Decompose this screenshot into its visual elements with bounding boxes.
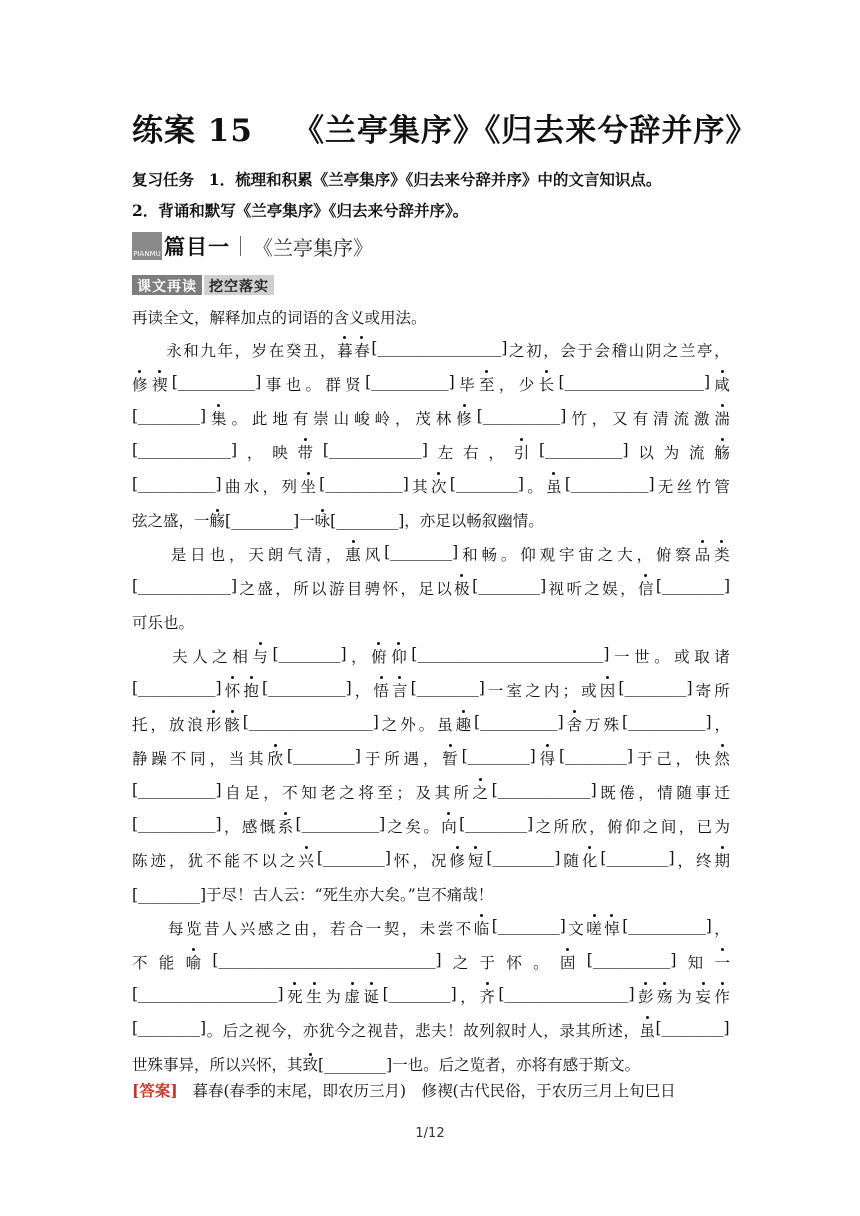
answer-blank[interactable]: [________] (618, 679, 693, 697)
emphasis-char: 得 (540, 747, 556, 769)
emphasis-char: 禊 (152, 373, 168, 395)
emphasis-char: 仰 (391, 645, 407, 667)
lesson-number: 练案 15 (132, 113, 253, 149)
answer-blank[interactable]: [__________] (171, 373, 262, 391)
answer-blank[interactable]: [________________] (242, 713, 379, 731)
emphasis-char: 虚 (344, 985, 360, 1007)
passage-line: 陈 迹 ， 犹 不 能 不 以 之 兴 [________] 怀 ， 况 修 短 [________] 随 化 [________] ， 终 期 (132, 849, 730, 870)
section-divider (240, 236, 241, 256)
answer-blank[interactable]: [__________] (539, 441, 629, 459)
answer-blank[interactable]: [__________] (476, 407, 567, 425)
emphasis-char: 骸 (224, 713, 240, 735)
section-title: 《兰亭集序》 (253, 235, 373, 260)
passage-line: [________] 。 后 之 视 今 ， 亦 犹 今 之 视 昔 ， 悲 夫 ！ 故 列 叙 时 人 ， 录 其 所 述 ， 虽 [________] (132, 1019, 730, 1040)
emphasis-char: 临 (474, 917, 490, 939)
emphasis-char: 虽 (546, 475, 562, 497)
answer-blank[interactable]: [________] (600, 849, 675, 867)
answer-blank[interactable]: [________] (272, 645, 347, 663)
emphasis-char: 怀 (225, 679, 241, 701)
passage-line: 修 禊 [__________] 事 也 。 群 贤 [__________] 毕 至 ， 少 长 [__________________] 咸 (132, 373, 730, 394)
answer-blank[interactable]: [________] (486, 849, 561, 867)
answer-blank[interactable]: [________________________] (411, 645, 610, 663)
answer-text: 暮春(春季的末尾，即农历三月) 修禊(古代民俗，于农历三月上旬巳日 (192, 1082, 676, 1100)
answer-blank[interactable]: [________] (382, 985, 457, 1003)
emphasis-char: 暮 (337, 339, 353, 361)
emphasis-char: 欣 (268, 747, 284, 769)
answer-blank[interactable]: [________] (655, 577, 730, 595)
emphasis-char: 向 (441, 815, 457, 837)
emphasis-char: 暂 (442, 747, 458, 769)
answer-blank[interactable]: [__________] (474, 713, 564, 731)
emphasis-char: 集 (211, 407, 227, 429)
emphasis-char: 因 (600, 679, 616, 701)
emphasis-char: 咏 (314, 512, 331, 530)
emphasis-char: 类 (714, 543, 730, 565)
emphasis-char: 作 (714, 985, 730, 1007)
answer-blank[interactable]: [________________] (498, 985, 635, 1003)
passage-line: [__________] 怀 抱 [__________] ， 悟 言 [________] 一 室 之 内 ； 或 因 [________] 寄 所 (132, 679, 730, 700)
passage-line: [__________] 自 足 ， 不 知 老 之 将 至 ； 及 其 所 之 [____________] 既 倦 ， 情 随 事 迁 (132, 781, 730, 802)
passage-line: [__________________] 死 生 为 虚 诞 [________] ， 齐 [________________] 彭 殇 为 妄 作 (132, 985, 730, 1006)
answer-blank[interactable]: [________________] (371, 339, 508, 357)
emphasis-char: 次 (431, 475, 447, 497)
passage-line: 永 和 九 年 ， 岁 在 癸 丑 ， 暮 春 [________________] 之 初 ， 会 于 会 稽 山 阴 之 兰 亭 ， (166, 339, 730, 360)
emphasis-char: 与 (252, 645, 268, 667)
answer-blank[interactable]: [____________] (322, 441, 428, 459)
answer-blank[interactable]: [________] (132, 1019, 207, 1037)
passage-line: 每 览 昔 人 兴 感 之 由 ， 若 合 一 契 ， 未 尝 不 临 [________] 文 嗟 悼 [__________] ， (167, 917, 730, 938)
passage-line: 夫 人 之 相 与 [________] ， 俯 仰 [________________________] 一 世 。 或 取 诸 (172, 645, 730, 666)
emphasis-char: 咸 (714, 373, 730, 395)
emphasis-char: 诞 (363, 985, 379, 1007)
instruction: 再读全文，解释加点的词语的含义或用法。 (132, 309, 427, 327)
emphasis-char: 嗟 (586, 917, 602, 939)
emphasis-char: 悼 (604, 917, 620, 939)
emphasis-char: 俯 (371, 645, 387, 667)
answer-blank[interactable]: [__________] (365, 373, 455, 391)
answer-blank[interactable]: [____________] (491, 781, 597, 799)
answer-blank[interactable]: [________] (472, 577, 547, 595)
answer-blank[interactable]: [________] (491, 917, 566, 935)
emphasis-char: 妄 (695, 985, 711, 1007)
emphasis-char: 固 (560, 951, 576, 973)
answer-blank[interactable]: [__________] (622, 917, 712, 935)
answer-blank[interactable]: [________] (132, 407, 207, 425)
answer-tag: [答案] (132, 1081, 178, 1100)
answer-blank[interactable]: [________] (330, 512, 405, 530)
answer-blank[interactable]: [____________] (132, 577, 238, 595)
emphasis-char: 修 (456, 407, 472, 429)
answer-blank[interactable]: [________] (286, 747, 361, 765)
answer-blank[interactable]: [__________] (295, 815, 386, 833)
answer-blank[interactable]: [__________] (132, 679, 222, 697)
passage-line: 托 ， 放 浪 形 骸 [________________] 之 外 。 虽 趣 [__________] 舍 万 殊 [__________] ， (132, 713, 730, 734)
emphasis-char: 信 (638, 577, 654, 599)
emphasis-char: 彭 (638, 985, 654, 1007)
emphasis-char: 期 (714, 849, 730, 871)
emphasis-char: 言 (392, 679, 408, 701)
passage-line: 世殊事异，所以兴怀，其致[________]一也。后之览者，亦将有感于斯文。 (132, 1056, 641, 1074)
section-heading (132, 230, 373, 262)
passage-line: [__________] ， 感 慨 系 [__________] 之 矣 。 向 [________] 之 所 欣 ， 俯 仰 之 间 ， 已 为 (132, 815, 730, 836)
emphasis-char: 修 (449, 849, 465, 871)
page-number: 1/12 (415, 1126, 445, 1141)
emphasis-char: 品 (695, 543, 711, 565)
section-label: 篇目一 (164, 234, 230, 259)
emphasis-char: 悟 (373, 679, 389, 701)
emphasis-char: 化 (582, 849, 598, 871)
emphasis-char: 长 (539, 373, 555, 395)
answer-blank[interactable]: [________] (558, 747, 634, 765)
emphasis-char: 之 (473, 781, 489, 803)
emphasis-char: 极 (454, 577, 470, 599)
answer-blank[interactable]: [________] (225, 512, 300, 530)
answer-blank[interactable]: [__________] (586, 951, 677, 969)
emphasis-char: 死 (287, 985, 303, 1007)
answer-blank[interactable]: [__________] (319, 475, 409, 493)
passage-line: 是 日 也 ， 天 朗 气 清 ， 惠 风 [________] 和 畅 。 仰 观 宇 宙 之 大 ， 俯 察 品 类 (170, 543, 730, 564)
emphasis-char: 抱 (243, 679, 259, 701)
passage-line: [________]于尽！古人云：“死生亦大矣。”岂不痛哉！ (132, 886, 494, 904)
subsection-label-a: 课文再读 (132, 275, 202, 295)
answer-blank[interactable]: [__________________] (558, 373, 711, 391)
emphasis-char: 虽 (639, 1019, 655, 1041)
emphasis-char: 兴 (298, 849, 314, 871)
emphasis-char: 惠 (345, 543, 361, 565)
answer-blank[interactable]: [__________] (132, 815, 222, 833)
emphasis-char: 一 (714, 951, 730, 973)
answer-blank[interactable]: [________] (655, 1019, 730, 1037)
emphasis-char: 短 (468, 849, 484, 871)
answer-blank[interactable]: [____________________________] (212, 951, 442, 969)
emphasis-char: 然 (714, 747, 730, 769)
answer-blank[interactable]: [__________________] (132, 985, 284, 1003)
answer-blank[interactable]: [________] (410, 679, 485, 697)
emphasis-char: 修 (132, 373, 148, 395)
passage-line: 不 能 喻 [____________________________] 之 于 怀 。 固 [__________] 知 一 (132, 951, 730, 972)
emphasis-char: 带 (298, 441, 314, 463)
emphasis-char: 舍 (567, 713, 583, 735)
emphasis-char: 致 (302, 1056, 319, 1074)
answer-blank[interactable]: [__________] (621, 713, 712, 731)
review-task-line-1 (132, 168, 732, 192)
emphasis-char: 觞 (209, 512, 226, 530)
review-task-item-1: 1．梳理和积累《兰亭集序》《归去来兮辞并序》中的文言知识点。 (208, 170, 662, 189)
answer-blank[interactable]: [________] (459, 815, 534, 833)
passage-line: [____________] 之 盛 ， 所 以 游 目 骋 怀 ， 足 以 极 [________] 视 听 之 娱 ， 信 [________] (132, 577, 730, 598)
section-badge-icon: PIANMU (132, 232, 162, 260)
answer-blank[interactable]: [__________] (132, 475, 222, 493)
answer-blank[interactable]: [________] (384, 543, 459, 561)
emphasis-char: 喻 (186, 951, 202, 973)
passage-line: [____________] ， 映 带 [____________] 左 右 ， 引 [__________] 以 为 流 觞 (132, 441, 730, 462)
emphasis-char: 觞 (714, 441, 730, 463)
emphasis-char: 系 (278, 815, 294, 837)
passage-line: [__________] 曲 水 ， 列 坐 [__________] 其 次 [________] 。 虽 [__________] 无 丝 竹 管 (132, 475, 730, 496)
passage-line: 可乐也。 (132, 614, 195, 632)
answer-blank[interactable]: [__________] (564, 475, 655, 493)
answer-blank[interactable]: [________] (449, 475, 524, 493)
passage-line: 静 躁 不 同 ， 当 其 欣 [________] 于 所 遇 ， 暂 [________] 得 [________] 于 己 ， 快 然 (132, 747, 730, 768)
emphasis-char: 趣 (456, 713, 472, 735)
emphasis-char: 引 (514, 441, 530, 463)
emphasis-char: 春 (354, 339, 370, 361)
subsection-label-b: 挖空落实 (204, 275, 274, 295)
emphasis-char: 齐 (479, 985, 495, 1007)
review-task-item-2: 2．背诵和默写《兰亭集序》《归去来兮辞并序》。 (132, 201, 469, 220)
passage-line: [________] 集 。 此 地 有 崇 山 峻 岭 ， 茂 林 修 [__________] 竹 ， 又 有 清 流 激 湍 (132, 407, 730, 428)
answer-blank[interactable]: [________] (132, 886, 207, 904)
passage-line: 弦之盛，一觞[________]一咏[________]，亦足以畅叙幽情。 (132, 512, 544, 530)
emphasis-char: 生 (306, 985, 322, 1007)
emphasis-char: 坐 (300, 475, 316, 497)
answer-blank[interactable]: [____________] (132, 441, 238, 459)
lesson-works: 《兰亭集序》《归去来兮辞并序》 (292, 113, 758, 149)
answer-blank[interactable]: [________] (461, 747, 536, 765)
answer-blank[interactable]: [__________] (132, 781, 222, 799)
answer-blank[interactable]: [________] (316, 849, 391, 867)
review-task-line-2 (132, 199, 732, 223)
answer-blank[interactable]: [________] (318, 1056, 393, 1074)
emphasis-char: 湍 (714, 407, 730, 429)
answer-line (132, 1079, 730, 1101)
emphasis-char: 至 (479, 373, 495, 395)
emphasis-char: 形 (206, 713, 222, 735)
review-task-label: 复习任务 (132, 170, 195, 189)
emphasis-char: 殇 (657, 985, 673, 1007)
answer-blank[interactable]: [__________] (262, 679, 352, 697)
subsection-heading (132, 275, 274, 295)
page-title (132, 105, 757, 150)
